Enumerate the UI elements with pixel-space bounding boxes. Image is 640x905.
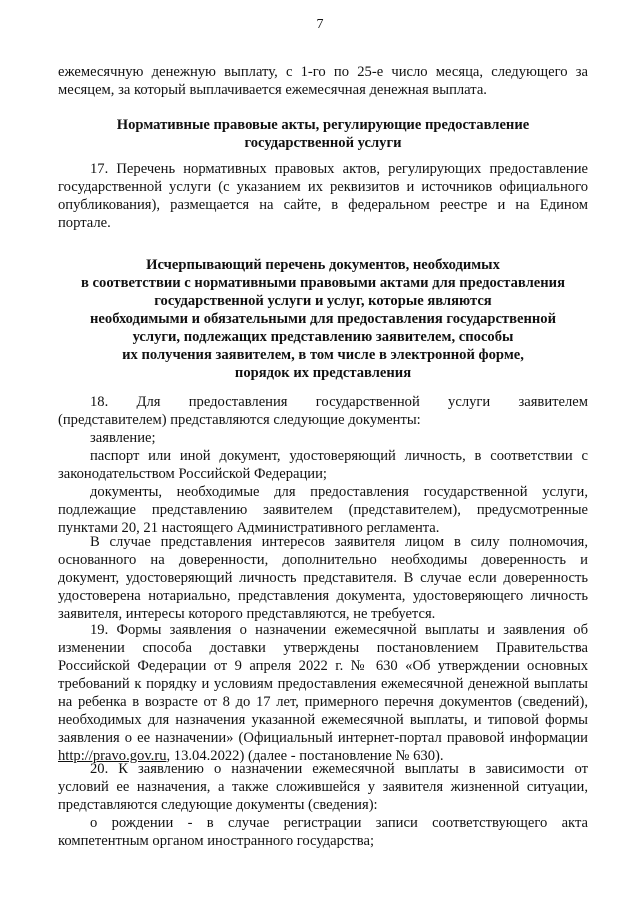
page-number: 7: [316, 17, 324, 32]
text-line: 20. К заявлению о назначении ежемесячной выплаты в зависимости от: [90, 761, 588, 777]
paragraph-18: [58, 393, 588, 537]
text-line: заявителя, интересы которого представляются, не требуется.: [58, 606, 436, 622]
list-item-pasport: паспорт или иной документ, удостоверяющий личность, в соответствии с: [90, 448, 588, 464]
heading-line: Исчерпывающий перечень документов, необходимых: [146, 257, 500, 273]
paragraph-17: [58, 160, 588, 232]
text-line: (представителем) представляются следующие документы:: [58, 412, 421, 428]
paragraph-20: [58, 760, 588, 850]
text-line: заявления о ее назначении» (Официальный интернет-портал правовой информации: [58, 730, 588, 746]
heading-line: государственной услуги и услуг, которые являются: [154, 293, 492, 309]
text-line: представляются следующие документы (сведения):: [58, 797, 378, 813]
list-item-zayavlenie: заявление;: [90, 430, 156, 446]
text-line: документ, удостоверяющий личность представителя. В случае если доверенность: [58, 570, 588, 586]
paragraph-representation: [58, 533, 588, 623]
text-line: пунктами 20, 21 настоящего Административного регламента.: [58, 520, 440, 536]
list-item-dokumenty: документы, необходимые для предоставления государственной услуги,: [90, 484, 588, 500]
text-line: на ребенка в возрасте от 8 до 17 лет, примерного перечня документов (сведений),: [58, 694, 588, 710]
text-line: месяцем, за который выплачивается ежемесячная денежная выплата.: [58, 82, 487, 98]
text-line: компетентным органом иностранного государства;: [58, 833, 375, 849]
text-line: государственной услуги (с указанием их реквизитов и источников официального: [58, 179, 588, 195]
text-line: законодательством Российской Федерации;: [58, 466, 327, 482]
text-line: Российской Федерации от 9 апреля 2022 г. № 630 «Об утверждении основных: [58, 658, 588, 674]
text-line: условий ее назначения, а также сложившейся у заявителя жизненной ситуации,: [58, 779, 588, 795]
text-line: требований к порядку и условиям предоставления ежемесячной денежной выплаты: [58, 676, 588, 692]
text-line: 19. Формы заявления о назначении ежемесячной выплаты и заявления об: [90, 622, 588, 638]
text-line: удостоверена нотариально, представления документа, удостоверяющего личность: [58, 588, 588, 604]
section-heading-documents-list: [58, 256, 588, 382]
text-line: изменении способа доставки утверждены постановлением Правительства: [58, 640, 588, 656]
text-line: ежемесячную денежную выплату, с 1-го по 25-е число месяца, следующего за: [58, 64, 588, 80]
heading-line: услуги, подлежащих представлению заявителем, способы: [132, 329, 514, 345]
heading-line: необходимыми и обязательными для предоставления государственной: [90, 311, 556, 327]
heading-line: их получения заявителем, в том числе в электронной форме,: [122, 347, 524, 363]
heading-line: в соответствии с нормативными правовыми актами для предоставления: [81, 275, 565, 291]
text-line: основанного на доверенности, дополнительно необходимы доверенность и: [58, 552, 588, 568]
text-line: 17. Перечень нормативных правовых актов, регулирующих предоставление: [90, 161, 588, 177]
text-fragment: , 13.04.2022) (далее - постановление № 630).: [166, 748, 444, 764]
heading-line: государственной услуги: [244, 135, 402, 151]
heading-line: порядок их представления: [234, 365, 412, 381]
text-line: опубликования), размещается на сайте, в федеральном реестре и на Едином: [58, 197, 588, 213]
paragraph-intro: [58, 63, 588, 99]
text-line: портале.: [58, 215, 111, 231]
section-heading-normative-acts: [58, 116, 588, 152]
list-item-rozhdenie: о рождении - в случае регистрации записи соответствующего акта: [90, 815, 588, 831]
text-line: В случае представления интересов заявителя лицом в силу полномочия,: [90, 534, 588, 550]
pravo-gov-link[interactable]: http://pravo.gov.ru: [58, 748, 167, 764]
text-line: 18. Для предоставления государственной услуги заявителем: [90, 394, 588, 410]
text-line: необходимых для назначения указанной ежемесячной выплаты, и типовой формы: [58, 712, 588, 728]
paragraph-19: [58, 621, 588, 765]
heading-line: Нормативные правовые акты, регулирующие предоставление: [116, 117, 530, 133]
text-line: подлежащие представлению заявителем (представителем), предусмотренные: [58, 502, 588, 518]
